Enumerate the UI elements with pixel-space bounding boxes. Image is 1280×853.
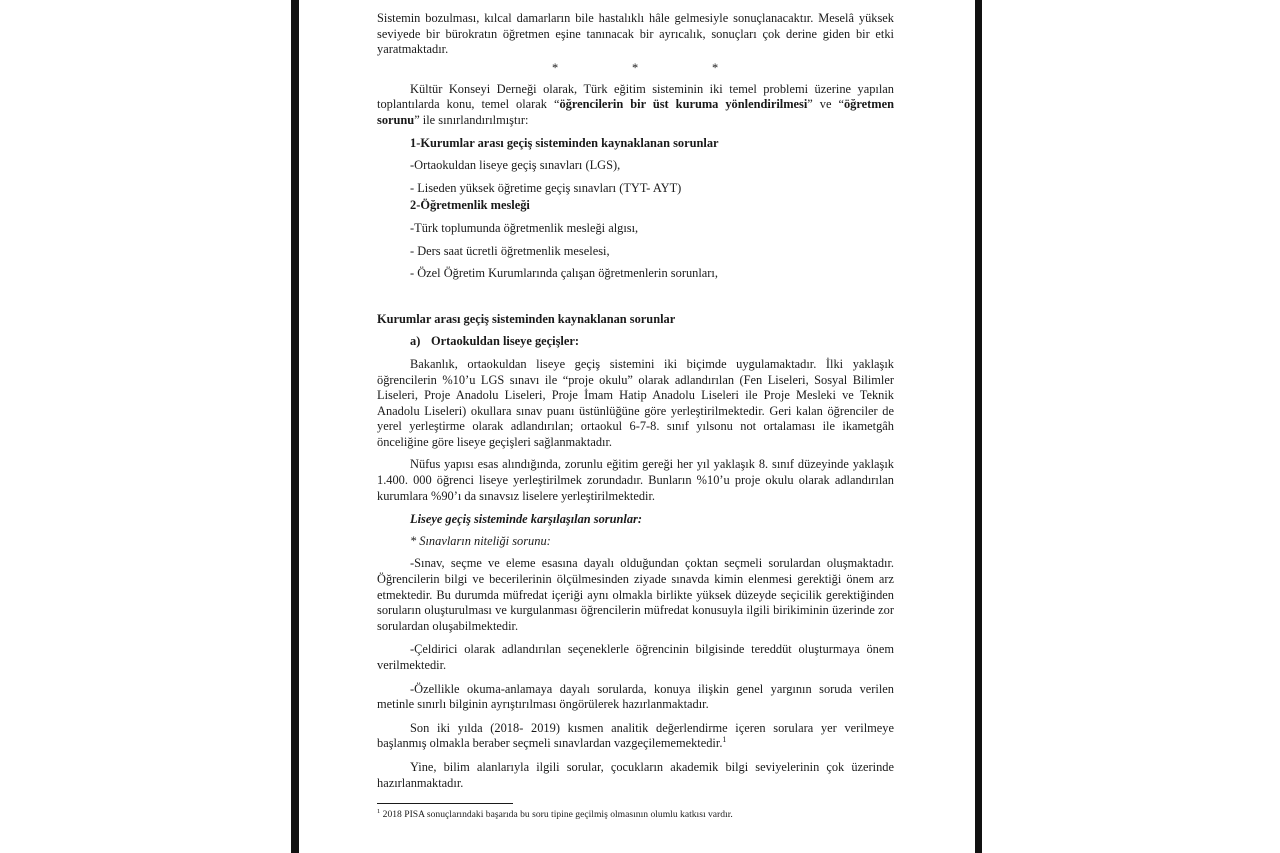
left-page-border: [291, 0, 299, 853]
body-paragraph: Nüfus yapısı esas alındığında, zorunlu eğitim gereği her yıl yaklaşık 8. sınıf düzeyinde yaklaşık 1.400. 000 öğrenci liseye yerleştirilmek zorundadır. Bunların %10’u proje okulu olarak adlandırılan kurumlara %90’ı da sınavsız liselere yerleştirilmektedir.: [377, 457, 894, 503]
separator-star: *: [552, 60, 559, 75]
right-page-border: [975, 0, 982, 853]
footnote-reference: 1: [722, 735, 727, 745]
problem-paragraph: -Özellikle okuma-anlamaya dayalı sorularda, konuya ilişkin genel yargının soruda verilen metinle sınırlı bilginin ayrıştırılması öngörülerek hazırlanmaktadır.: [377, 681, 894, 712]
section-separator: [377, 58, 894, 76]
footnote-divider: [377, 803, 513, 804]
problem-paragraph: -Çeldirici olarak adlandırılan seçeneklerle öğrencinin bilgisinde tereddüt oluşturmaya önem verilmektedir.: [377, 642, 894, 672]
opening-paragraph: Sistemin bozulması, kılcal damarların bile hastalıklı hâle gelmesiyle sonuçlanacaktır. Meselâ yüksek seviyede bir bürokratın öğretmen eşine tanınacak bir ayrıcalık, sonuçları çok derine giden bir etki yaratmaktadır.: [377, 11, 894, 57]
intro-paragraph: Kültür Konseyi Derneği olarak, Türk eğitim sisteminin iki temel problemi üzerine yapılan toplantılarda konu, temel olarak “öğrencilerin bir üst kuruma yönlendirilmesi” ve “öğretmen sorunu” ile sınırlandırılmıştır:: [377, 81, 894, 127]
outline-item: - Liseden yüksek öğretime geçiş sınavları (TYT- AYT): [410, 180, 682, 195]
outline-item: - Özel Öğretim Kurumlarında çalışan öğretmenlerin sorunları,: [410, 266, 718, 281]
problem-paragraph: -Sınav, seçme ve eleme esasına dayalı olduğundan çoktan seçmeli sorulardan oluşmaktadır. Öğrencilerin bilgi ve becerilerinin ölçülmesinden ziyade sınavda kimin elenmesi gerektiği önem arz etmektedir. Bu durumda müfredat içeriği aynı olmakla birlikte yüksek düzeyde seçicilik gerektiğinden soruların oluşturulması ve kurgulanması öğrencilerin müfredat konusuyla ilgili birikiminin üzerinde zor sorulardan oluşabilmektedir.: [377, 556, 894, 633]
outline-heading: 2-Öğretmenlik mesleği: [410, 198, 530, 213]
intro-bold-term: öğretmen sorunu: [377, 97, 894, 127]
separator-star: *: [632, 60, 639, 75]
outline-heading: 1-Kurumlar arası geçiş sisteminden kaynaklanan sorunlar: [410, 135, 719, 150]
problems-subheading: * Sınavların niteliği sorunu:: [410, 533, 551, 548]
footnote: $^1$ 2018 PISA sonuçlarındaki başarıda bu soru tipine geçilmiş olmasının olumlu katkısı vardır.: [377, 807, 733, 821]
intro-bold-term: öğrencilerin bir üst kuruma yönlendirilmesi: [559, 97, 808, 112]
outline-item: -Türk toplumunda öğretmenlik mesleği algısı,: [410, 220, 639, 235]
separator-star: *: [712, 60, 719, 75]
outline-item: -Ortaokuldan liseye geçiş sınavları (LGS),: [410, 158, 621, 173]
outline-item: - Ders saat ücretli öğretmenlik meselesi,: [410, 243, 610, 258]
document-page: [299, 0, 975, 853]
body-paragraph: Son iki yılda (2018- 2019) kısmen analitik değerlendirme içeren sorulara yer verilmeye başlanmış olmakla beraber seçmeli sınavlardan vazgeçilememektedir.$^1$: [377, 720, 894, 751]
problems-heading: Liseye geçiş sisteminde karşılaşılan sorunlar:: [410, 512, 642, 527]
subsection-title: a) Ortaokuldan liseye geçişler:: [410, 334, 579, 349]
page-content: [377, 11, 894, 821]
body-paragraph: Bakanlık, ortaokuldan liseye geçiş sistemini iki biçimde uygulamaktadır. İlki yaklaşık öğrencilerin %10’u LGS sınavı ile “proje okulu” olarak adlandırılan (Fen Liseleri, Sosyal Bilimler Liseleri, Proje Anadolu Liseleri, Proje İmam Hatip Anadolu Liseleri ile Proje Mesleki ve Teknik Anadolu Liseleri) okullara sınav puanı üstünlüğüne göre yerleştirilmektedir. Geri kalan öğrenciler de yerel yerleştirme olarak adlandırılan; ortaokul 6-7-8. sınıf yılsonu not ortalaması ile ikametgâh önceliğine göre liseye geçişleri sağlanmaktadır.: [377, 356, 894, 449]
section-title: Kurumlar arası geçiş sisteminden kaynaklanan sorunlar: [377, 311, 676, 326]
body-paragraph: Yine, bilim alanlarıyla ilgili sorular, çocukların akademik bilgi seviyelerinin çok üzerinde hazırlanmaktadır.: [377, 759, 894, 790]
